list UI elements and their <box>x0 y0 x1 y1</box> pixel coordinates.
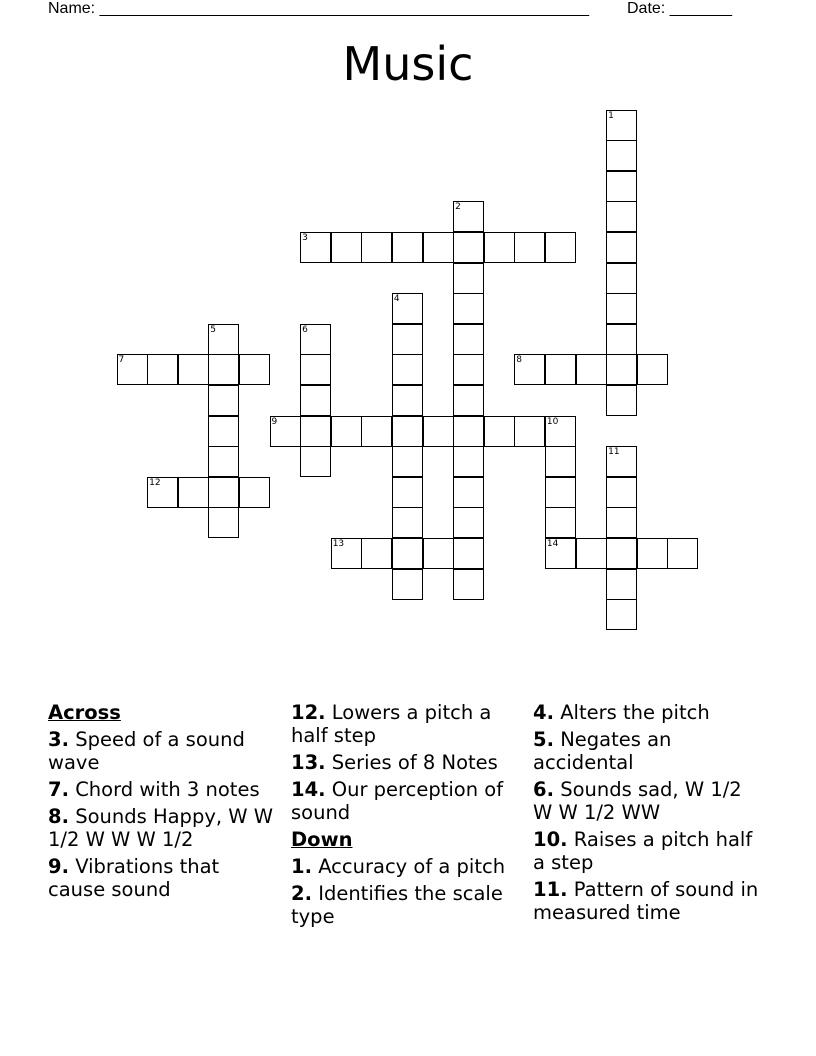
crossword-cell[interactable] <box>392 416 423 447</box>
crossword-cell[interactable] <box>545 354 576 385</box>
crossword-cell[interactable] <box>392 507 423 538</box>
crossword-cell[interactable] <box>392 477 423 508</box>
crossword-cell[interactable] <box>514 232 545 263</box>
crossword-cell[interactable] <box>423 416 454 447</box>
clue-down-4 <box>533 701 761 724</box>
crossword-cell[interactable] <box>361 232 392 263</box>
clue-down-10 <box>533 828 761 874</box>
crossword-cell[interactable] <box>208 416 239 447</box>
crossword-cell[interactable] <box>484 416 515 447</box>
clue-number: 8. <box>48 805 69 828</box>
clue-number: 6. <box>533 778 554 801</box>
clue-text: Negates an accidental <box>533 728 672 774</box>
crossword-cell[interactable] <box>637 354 668 385</box>
crossword-cell[interactable] <box>453 477 484 508</box>
cell-number: 3 <box>302 232 308 243</box>
crossword-cell[interactable] <box>423 538 454 569</box>
crossword-cell[interactable] <box>606 140 637 171</box>
crossword-cell[interactable] <box>331 538 362 569</box>
crossword-cell[interactable] <box>606 477 637 508</box>
crossword-cell[interactable] <box>453 416 484 447</box>
clue-number: 12. <box>291 701 326 724</box>
clue-number: 10. <box>533 828 568 851</box>
crossword-cell[interactable] <box>300 385 331 416</box>
crossword-cell[interactable] <box>392 446 423 477</box>
clue-number: 9. <box>48 855 69 878</box>
crossword-cell[interactable] <box>606 599 637 630</box>
crossword-cell[interactable] <box>514 354 545 385</box>
cell-number: 4 <box>393 294 400 305</box>
clue-text: Sounds sad, W 1/2 W W 1/2 WW <box>533 778 742 824</box>
crossword-cell[interactable] <box>392 354 423 385</box>
crossword-cell[interactable] <box>392 538 423 569</box>
crossword-cell[interactable] <box>208 507 239 538</box>
crossword-cell[interactable] <box>606 538 637 569</box>
cell-number: 10 <box>546 416 559 427</box>
clue-column-3 <box>533 701 761 928</box>
crossword-cell[interactable] <box>178 354 209 385</box>
crossword-cell[interactable] <box>606 171 637 202</box>
clue-down-1 <box>291 855 519 878</box>
clue-number: 4. <box>533 701 554 724</box>
clue-down-5 <box>533 728 761 774</box>
cell-number: 1 <box>608 110 614 121</box>
crossword-cell[interactable] <box>545 507 576 538</box>
clue-column-2 <box>291 701 519 932</box>
cell-number: 14 <box>546 538 559 549</box>
clue-text: Sounds Happy, W W 1/2 W W W 1/2 <box>48 805 274 851</box>
clue-list <box>48 701 768 1001</box>
crossword-cell[interactable] <box>208 354 239 385</box>
crossword-cell[interactable] <box>208 385 239 416</box>
crossword-cell[interactable] <box>270 416 301 447</box>
crossword-cell[interactable] <box>576 354 607 385</box>
crossword-cell[interactable] <box>453 446 484 477</box>
clue-number: 13. <box>291 751 326 774</box>
crossword-cell[interactable] <box>453 232 484 263</box>
cell-number: 8 <box>516 355 523 366</box>
cell-number: 11 <box>608 447 620 458</box>
crossword-cell[interactable] <box>453 538 484 569</box>
crossword-cell[interactable] <box>392 569 423 600</box>
name-field-label: Name: _______________________________________________________ <box>48 0 589 17</box>
clue-number: 14. <box>291 778 326 801</box>
crossword-cell[interactable] <box>208 324 239 355</box>
crossword-cell[interactable] <box>606 354 637 385</box>
clue-text: Alters the pitch <box>560 701 710 724</box>
cell-number: 12 <box>149 477 161 488</box>
crossword-cell[interactable] <box>545 538 576 569</box>
clue-text: Lowers a pitch a half step <box>291 701 492 747</box>
cell-number: 5 <box>210 324 217 335</box>
crossword-cell[interactable] <box>239 354 270 385</box>
crossword-cell[interactable] <box>453 507 484 538</box>
clue-across-3 <box>48 728 276 774</box>
crossword-cell[interactable] <box>300 416 331 447</box>
page-title: Music <box>342 37 474 91</box>
crossword-cell[interactable] <box>392 293 423 324</box>
crossword-cell[interactable] <box>453 293 484 324</box>
crossword-cell[interactable] <box>545 232 576 263</box>
crossword-cell[interactable] <box>453 201 484 232</box>
crossword-cell[interactable] <box>117 354 148 385</box>
clue-column-1 <box>48 701 276 905</box>
crossword-cell[interactable] <box>147 354 178 385</box>
clue-text: Our perception of sound <box>291 778 504 824</box>
crossword-cell[interactable] <box>453 263 484 294</box>
clue-down-11 <box>533 878 761 924</box>
crossword-cell[interactable] <box>361 416 392 447</box>
crossword-cell[interactable] <box>453 324 484 355</box>
crossword-cell[interactable] <box>667 538 698 569</box>
crossword-cell[interactable] <box>606 232 637 263</box>
crossword-cell[interactable] <box>392 232 423 263</box>
clue-text: Pattern of sound in measured time <box>533 878 759 924</box>
clue-number: 7. <box>48 778 69 801</box>
cell-number: 6 <box>302 324 308 335</box>
crossword-cell[interactable] <box>514 416 545 447</box>
clue-text: Chord with 3 notes <box>75 778 260 801</box>
clue-across-13 <box>291 751 519 774</box>
clue-text: Accuracy of a pitch <box>318 855 506 878</box>
clue-text: Vibrations that cause sound <box>48 855 220 901</box>
crossword-cell[interactable] <box>178 477 209 508</box>
crossword-cell[interactable] <box>331 232 362 263</box>
crossword-cell[interactable] <box>606 263 637 294</box>
crossword-cell[interactable] <box>606 293 637 324</box>
clue-number: 11. <box>533 878 568 901</box>
clue-across-8 <box>48 805 276 851</box>
crossword-cell[interactable] <box>147 477 178 508</box>
clue-down-6 <box>533 778 761 824</box>
crossword-cell[interactable] <box>423 232 454 263</box>
crossword-cell[interactable] <box>606 507 637 538</box>
crossword-cell[interactable] <box>606 569 637 600</box>
clue-across-9 <box>48 855 276 901</box>
cell-number: 9 <box>271 416 278 427</box>
crossword-cell[interactable] <box>545 416 576 447</box>
clue-across-12 <box>291 701 519 747</box>
down-heading: Down <box>291 828 353 851</box>
clue-number: 5. <box>533 728 554 751</box>
clue-text: Raises a pitch half a step <box>533 828 753 874</box>
cell-number: 13 <box>332 538 345 549</box>
crossword-cell[interactable] <box>453 569 484 600</box>
date-field-label: Date: _______ <box>627 0 732 17</box>
crossword-cell[interactable] <box>208 477 239 508</box>
crossword-cell[interactable] <box>545 477 576 508</box>
crossword-cell[interactable] <box>300 446 331 477</box>
crossword-cell[interactable] <box>392 324 423 355</box>
clue-across-14 <box>291 778 519 824</box>
crossword-cell[interactable] <box>606 324 637 355</box>
crossword-cell[interactable] <box>637 538 668 569</box>
crossword-cell[interactable] <box>606 385 637 416</box>
clue-text: Identifies the scale type <box>291 882 503 928</box>
crossword-cell[interactable] <box>576 538 607 569</box>
crossword-cell[interactable] <box>300 354 331 385</box>
clue-text: Speed of a sound wave <box>48 728 245 774</box>
crossword-cell[interactable] <box>208 446 239 477</box>
cell-number: 7 <box>118 355 125 366</box>
crossword-cell[interactable] <box>300 232 331 263</box>
crossword-cell[interactable] <box>331 416 362 447</box>
crossword-cell[interactable] <box>453 385 484 416</box>
crossword-cell[interactable] <box>606 446 637 477</box>
crossword-cell[interactable] <box>606 201 637 232</box>
clue-number: 2. <box>291 882 312 905</box>
clue-down-2 <box>291 882 519 928</box>
across-heading: Across <box>48 701 121 724</box>
crossword-cell[interactable] <box>453 354 484 385</box>
crossword-cell[interactable] <box>239 477 270 508</box>
crossword-cell[interactable] <box>392 385 423 416</box>
crossword-cell[interactable] <box>484 232 515 263</box>
clue-across-7 <box>48 778 276 801</box>
clue-number: 1. <box>291 855 312 878</box>
cell-number: 2 <box>455 202 461 213</box>
crossword-cell[interactable] <box>361 538 392 569</box>
crossword-cell[interactable] <box>300 324 331 355</box>
crossword-cell[interactable] <box>606 110 637 141</box>
crossword-cell[interactable] <box>545 446 576 477</box>
clue-number: 3. <box>48 728 69 751</box>
clue-text: Series of 8 Notes <box>331 751 498 774</box>
